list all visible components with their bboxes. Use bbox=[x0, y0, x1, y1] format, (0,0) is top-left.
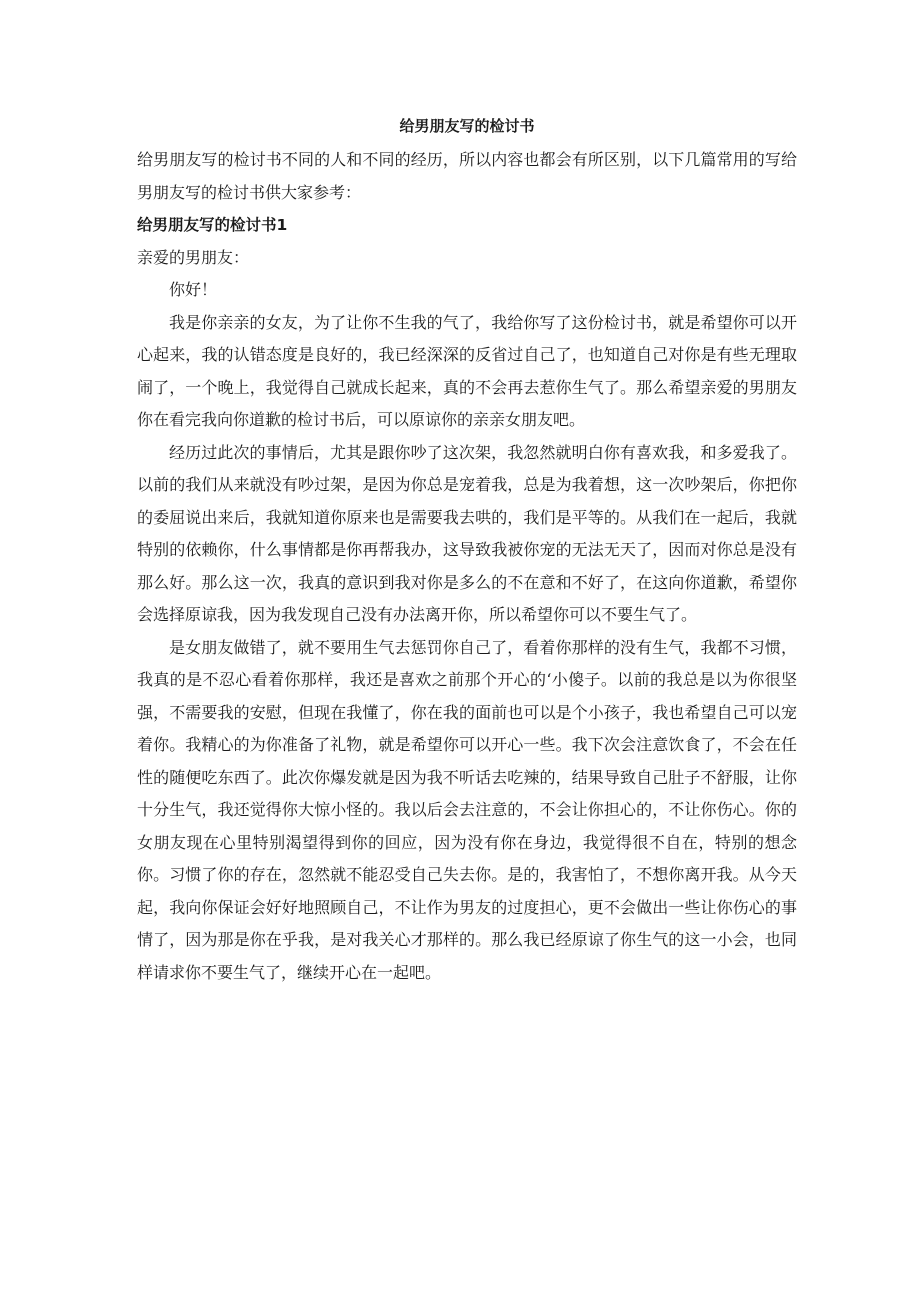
document-title: 给男朋友写的检讨书 bbox=[399, 117, 535, 135]
body-paragraph: 经历过此次的事情后，尤其是跟你吵了这次架，我忽然就明白你有喜欢我，和多爱我了。以前的我们从来就没有吵过架，是因为你总是宠着我，总是为我着想，这一次吵架后，你把你的委屈说出来后，我就知道你原来也是需要我去哄的，我们是平等的。从我们在一起后，我就特别的依赖你，什么事情都是你再帮我办，这导致我被你宠的无法无天了，因而对你总是没有那么好。那么这一次，我真的意识到我对你是多么的不在意和不好了，在这向你道歉，希望你会选择原谅我，因为我发现自己没有办法离开你，所以希望你可以不要生气了。 bbox=[137, 442, 797, 624]
body-paragraph: 是女朋友做错了，就不要用生气去惩罚你自己了，看着你那样的没有生气，我都不习惯，我真的是不忍心看着你那样，我还是喜欢之前那个开心的‘小傻子。以前的我总是以为你很坚强，不需要我的安慰，但现在我懂了，你在我的面前也可以是个小孩子，我也希望自己可以宠着你。我精心的为你准备了礼物，就是希望你可以开心一些。我下次会注意饮食了，不会在任性的随便吃东西了。此次你爆发就是因为我不听话去吃辣的，结果导致自己肚子不舒服，让你十分生气，我还觉得你大惊小怪的。我以后会去注意的，不会让你担心的，不让你伤心。你的女朋友现在心里特别渴望得到你的回应，因为没有你在身边，我觉得很不自在，特别的想念你。习惯了你的存在，忽然就不能忍受自己失去你。是的，我害怕了，不想你离开我。从今天起，我向你保证会好好地照顾自己，不让作为男友的过度担心，更不会做出一些让你伤心的事情了，因为那是你在乎我，是对我关心才那样的。那么我已经原谅了你生气的这一小会，也同样请求你不要生气了，继续开心在一起吧。 bbox=[137, 637, 797, 982]
section-title: 给男朋友写的检讨书1 bbox=[137, 216, 288, 234]
salutation: 亲爱的男朋友： bbox=[137, 247, 250, 267]
document-page bbox=[137, 112, 797, 989]
intro-paragraph: 给男朋友写的检讨书不同的人和不同的经历，所以内容也都会有所区别，以下几篇常用的写给男朋友写的检讨书供大家参考： bbox=[137, 150, 797, 202]
greeting: 你好！ bbox=[169, 280, 218, 299]
body-paragraph: 我是你亲亲的女友，为了让你不生我的气了，我给你写了这份检讨书，就是希望你可以开心起来，我的认错态度是良好的，我已经深深的反省过自己了，也知道自己对你是有些无理取闹了，一个晚上，我觉得自己就成长起来，真的不会再去惹你生气了。那么希望亲爱的男朋友你在看完我向你道歉的检讨书后，可以原谅你的亲亲女朋友吧。 bbox=[137, 312, 797, 429]
